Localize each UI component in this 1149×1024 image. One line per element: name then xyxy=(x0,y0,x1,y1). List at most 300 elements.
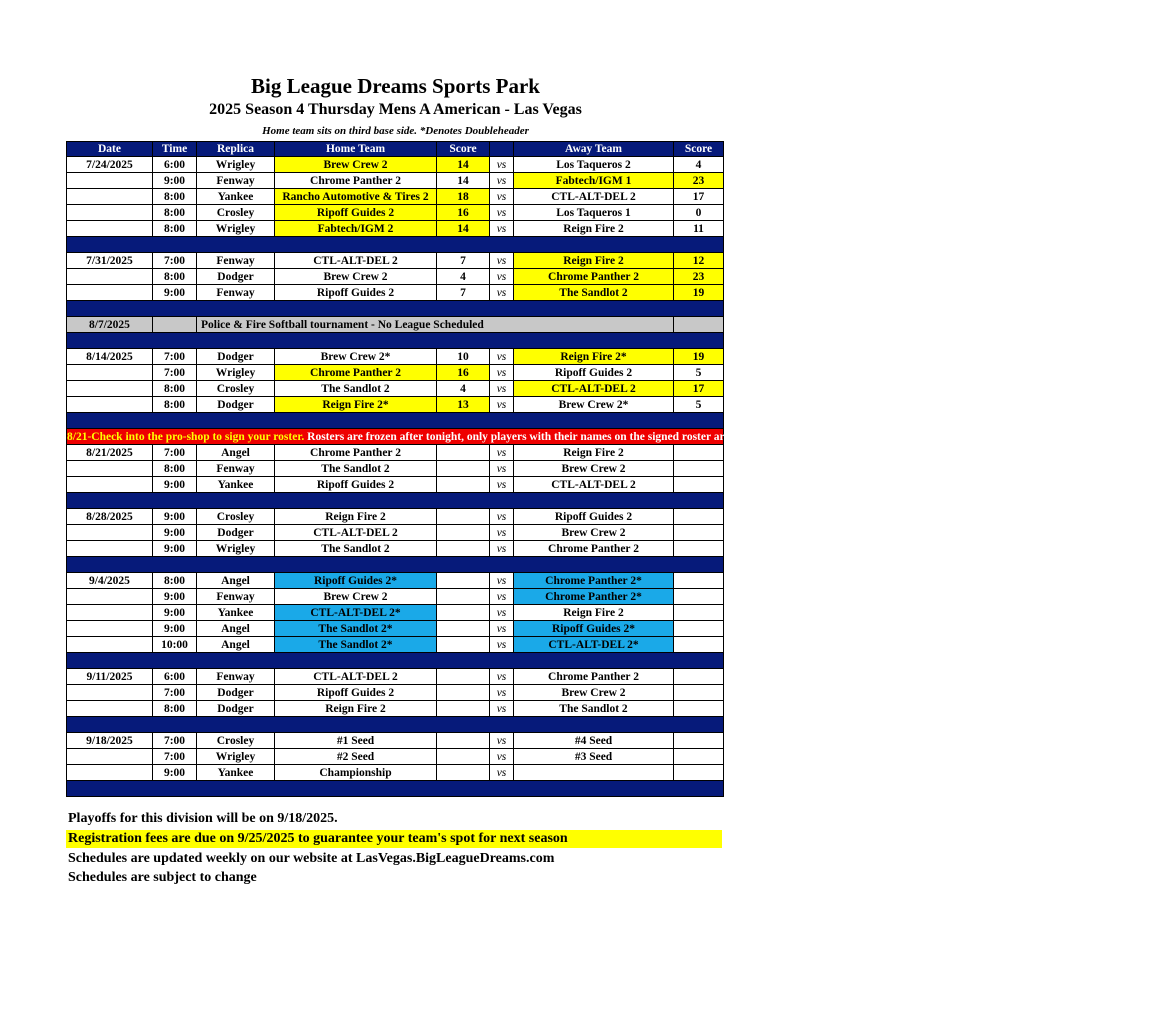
time-cell: 7:00 xyxy=(153,733,197,749)
away-team-cell: Brew Crew 2 xyxy=(514,525,674,541)
away-score-cell xyxy=(674,605,724,621)
game-row xyxy=(67,765,724,781)
time-cell: 7:00 xyxy=(153,349,197,365)
date-cell xyxy=(67,637,153,653)
away-score-cell: 23 xyxy=(674,173,724,189)
game-row xyxy=(67,701,724,717)
date-cell xyxy=(67,285,153,301)
away-score-cell: 12 xyxy=(674,253,724,269)
game-row xyxy=(67,589,724,605)
time-cell: 9:00 xyxy=(153,765,197,781)
column-header: Time xyxy=(153,142,197,157)
home-team-cell: Ripoff Guides 2* xyxy=(275,573,437,589)
away-score-cell xyxy=(674,509,724,525)
vs-cell: vs xyxy=(490,189,514,205)
time-cell: 9:00 xyxy=(153,477,197,493)
field-cell: Fenway xyxy=(197,589,275,605)
vs-cell: vs xyxy=(490,765,514,781)
away-team-cell: Reign Fire 2 xyxy=(514,221,674,237)
vs-cell: vs xyxy=(490,397,514,413)
home-score-cell: 10 xyxy=(437,349,490,365)
vs-cell: vs xyxy=(490,205,514,221)
time-cell: 9:00 xyxy=(153,509,197,525)
vs-cell: vs xyxy=(490,733,514,749)
home-team-cell: The Sandlot 2 xyxy=(275,541,437,557)
away-team-cell: #3 Seed xyxy=(514,749,674,765)
home-score-cell xyxy=(437,701,490,717)
away-score-cell xyxy=(674,461,724,477)
separator-cell xyxy=(67,557,724,573)
home-score-cell: 7 xyxy=(437,285,490,301)
time-cell: 6:00 xyxy=(153,669,197,685)
game-row xyxy=(67,285,724,301)
separator-row xyxy=(67,717,724,733)
date-cell xyxy=(67,221,153,237)
away-team-cell: Reign Fire 2 xyxy=(514,445,674,461)
game-row xyxy=(67,541,724,557)
date-cell xyxy=(67,685,153,701)
away-team-cell: CTL-ALT-DEL 2 xyxy=(514,477,674,493)
date-cell xyxy=(67,605,153,621)
away-score-cell xyxy=(674,589,724,605)
home-team-cell: Brew Crew 2 xyxy=(275,157,437,173)
home-team-cell: CTL-ALT-DEL 2 xyxy=(275,525,437,541)
column-header: Replica xyxy=(197,142,275,157)
page-subtitle: 2025 Season 4 Thursday Mens A American - Las Vegas xyxy=(209,101,582,118)
vs-cell: vs xyxy=(490,701,514,717)
vs-cell: vs xyxy=(490,365,514,381)
footer-disclaimer: Schedules are subject to change xyxy=(68,870,257,885)
game-row xyxy=(67,637,724,653)
time-cell: 8:00 xyxy=(153,461,197,477)
home-score-cell: 14 xyxy=(437,173,490,189)
vs-cell: vs xyxy=(490,253,514,269)
date-cell xyxy=(67,589,153,605)
home-score-cell: 7 xyxy=(437,253,490,269)
vs-cell: vs xyxy=(490,669,514,685)
separator-row xyxy=(67,557,724,573)
column-header xyxy=(490,142,514,157)
home-score-cell xyxy=(437,573,490,589)
away-team-cell: Ripoff Guides 2 xyxy=(514,365,674,381)
field-cell: Yankee xyxy=(197,477,275,493)
game-row xyxy=(67,397,724,413)
home-team-cell: Rancho Automotive & Tires 2 xyxy=(275,189,437,205)
away-team-cell xyxy=(514,765,674,781)
separator-row xyxy=(67,333,724,349)
field-cell: Yankee xyxy=(197,189,275,205)
away-team-cell: The Sandlot 2 xyxy=(514,285,674,301)
vs-cell: vs xyxy=(490,461,514,477)
away-score-cell: 4 xyxy=(674,157,724,173)
footer-registration: Registration fees are due on 9/25/2025 to guarantee your team's spot for next season xyxy=(66,830,722,848)
game-row xyxy=(67,253,724,269)
separator-cell xyxy=(67,717,724,733)
vs-cell: vs xyxy=(490,157,514,173)
field-cell: Fenway xyxy=(197,669,275,685)
away-team-cell: Ripoff Guides 2* xyxy=(514,621,674,637)
away-team-cell: Reign Fire 2* xyxy=(514,349,674,365)
schedule-body xyxy=(67,157,1149,797)
vs-cell: vs xyxy=(490,749,514,765)
field-cell: Dodger xyxy=(197,397,275,413)
field-cell: Angel xyxy=(197,621,275,637)
field-cell: Angel xyxy=(197,573,275,589)
game-row xyxy=(67,365,724,381)
date-cell: 8/21/2025 xyxy=(67,445,153,461)
home-score-cell xyxy=(437,669,490,685)
no-league-row xyxy=(67,317,724,333)
time-cell: 7:00 xyxy=(153,365,197,381)
home-score-cell: 14 xyxy=(437,157,490,173)
time-cell: 7:00 xyxy=(153,685,197,701)
field-cell: Fenway xyxy=(197,253,275,269)
separator-cell xyxy=(67,301,724,317)
field-cell: Crosley xyxy=(197,205,275,221)
home-score-cell xyxy=(437,509,490,525)
away-score-cell xyxy=(674,733,724,749)
home-team-cell: Reign Fire 2* xyxy=(275,397,437,413)
home-team-cell: Brew Crew 2* xyxy=(275,349,437,365)
vs-cell: vs xyxy=(490,349,514,365)
date-cell xyxy=(67,701,153,717)
home-score-cell xyxy=(437,605,490,621)
game-row xyxy=(67,477,724,493)
vs-cell: vs xyxy=(490,509,514,525)
home-team-cell: Ripoff Guides 2 xyxy=(275,685,437,701)
away-team-cell: CTL-ALT-DEL 2* xyxy=(514,637,674,653)
home-team-cell: CTL-ALT-DEL 2 xyxy=(275,669,437,685)
time-cell: 8:00 xyxy=(153,189,197,205)
date-cell xyxy=(67,621,153,637)
column-header: Score xyxy=(674,142,724,157)
date-cell xyxy=(67,397,153,413)
game-row xyxy=(67,669,724,685)
away-score-cell xyxy=(674,541,724,557)
away-score-cell xyxy=(674,701,724,717)
game-row xyxy=(67,173,724,189)
date-cell xyxy=(67,477,153,493)
roster-notice-text: Rosters are frozen after tonight, only players with their names on the signed roster are eligible for playoffs. Please check carefully as changes will not be made for omissions. xyxy=(304,430,1149,443)
away-score-cell xyxy=(674,685,724,701)
field-cell: Wrigley xyxy=(197,221,275,237)
home-score-cell xyxy=(437,685,490,701)
vs-cell: vs xyxy=(490,221,514,237)
home-score-cell: 4 xyxy=(437,269,490,285)
separator-cell xyxy=(67,493,724,509)
date-cell xyxy=(67,381,153,397)
game-row xyxy=(67,605,724,621)
game-row xyxy=(67,189,724,205)
away-score-cell xyxy=(674,525,724,541)
date-cell: 7/31/2025 xyxy=(67,253,153,269)
time-cell: 7:00 xyxy=(153,445,197,461)
home-score-cell xyxy=(437,589,490,605)
vs-cell: vs xyxy=(490,381,514,397)
away-team-cell: CTL-ALT-DEL 2 xyxy=(514,189,674,205)
date-cell xyxy=(67,205,153,221)
home-team-cell: Ripoff Guides 2 xyxy=(275,205,437,221)
away-team-cell: #4 Seed xyxy=(514,733,674,749)
date-cell: 9/4/2025 xyxy=(67,573,153,589)
away-team-cell: Reign Fire 2 xyxy=(514,253,674,269)
header-note: Home team sits on third base side. *Denotes Doubleheader xyxy=(262,125,529,137)
home-team-cell: The Sandlot 2* xyxy=(275,621,437,637)
home-score-cell xyxy=(437,765,490,781)
home-score-cell xyxy=(437,461,490,477)
no-league-text: Police & Fire Softball tournament - No League Scheduled xyxy=(197,317,674,333)
away-score-cell xyxy=(674,573,724,589)
field-cell: Dodger xyxy=(197,525,275,541)
date-cell xyxy=(67,461,153,477)
separator-cell xyxy=(67,653,724,669)
time-cell: 9:00 xyxy=(153,621,197,637)
roster-notice-row xyxy=(67,429,724,445)
vs-cell: vs xyxy=(490,621,514,637)
date-cell xyxy=(67,365,153,381)
field-cell: Dodger xyxy=(197,701,275,717)
separator-row xyxy=(67,781,724,797)
vs-cell: vs xyxy=(490,541,514,557)
game-row xyxy=(67,621,724,637)
vs-cell: vs xyxy=(490,445,514,461)
home-team-cell: Chrome Panther 2 xyxy=(275,173,437,189)
away-team-cell: Reign Fire 2 xyxy=(514,605,674,621)
home-team-cell: #1 Seed xyxy=(275,733,437,749)
vs-cell: vs xyxy=(490,637,514,653)
date-cell xyxy=(67,269,153,285)
field-cell: Angel xyxy=(197,637,275,653)
date-cell: 8/7/2025 xyxy=(67,317,153,333)
column-header: Away Team xyxy=(514,142,674,157)
field-cell: Wrigley xyxy=(197,541,275,557)
time-cell: 9:00 xyxy=(153,525,197,541)
date-cell: 8/14/2025 xyxy=(67,349,153,365)
home-score-cell: 16 xyxy=(437,365,490,381)
field-cell: Wrigley xyxy=(197,749,275,765)
home-team-cell: The Sandlot 2 xyxy=(275,381,437,397)
away-score-cell: 19 xyxy=(674,349,724,365)
home-team-cell: Reign Fire 2 xyxy=(275,509,437,525)
home-score-cell: 18 xyxy=(437,189,490,205)
game-row xyxy=(67,157,724,173)
time-cell xyxy=(153,317,197,333)
home-team-cell: Reign Fire 2 xyxy=(275,701,437,717)
home-team-cell: Ripoff Guides 2 xyxy=(275,477,437,493)
field-cell: Crosley xyxy=(197,381,275,397)
vs-cell: vs xyxy=(490,573,514,589)
time-cell: 8:00 xyxy=(153,205,197,221)
separator-row xyxy=(67,653,724,669)
table-header-row xyxy=(67,142,724,157)
date-cell: 9/11/2025 xyxy=(67,669,153,685)
home-score-cell xyxy=(437,445,490,461)
away-score-cell: 5 xyxy=(674,365,724,381)
game-row xyxy=(67,749,724,765)
game-row xyxy=(67,269,724,285)
separator-cell xyxy=(67,413,724,429)
home-team-cell: Brew Crew 2 xyxy=(275,589,437,605)
field-cell: Crosley xyxy=(197,509,275,525)
away-score-cell xyxy=(674,637,724,653)
vs-cell: vs xyxy=(490,477,514,493)
away-score-cell: 19 xyxy=(674,285,724,301)
home-team-cell: The Sandlot 2* xyxy=(275,637,437,653)
home-score-cell xyxy=(437,621,490,637)
time-cell: 9:00 xyxy=(153,285,197,301)
time-cell: 7:00 xyxy=(153,253,197,269)
date-cell: 9/18/2025 xyxy=(67,733,153,749)
away-team-cell: Los Taqueros 1 xyxy=(514,205,674,221)
date-cell xyxy=(67,749,153,765)
away-score-cell xyxy=(674,765,724,781)
time-cell: 8:00 xyxy=(153,573,197,589)
vs-cell: vs xyxy=(490,525,514,541)
game-row xyxy=(67,445,724,461)
home-score-cell xyxy=(437,477,490,493)
away-team-cell: Brew Crew 2* xyxy=(514,397,674,413)
away-team-cell: Chrome Panther 2 xyxy=(514,669,674,685)
away-team-cell: Brew Crew 2 xyxy=(514,685,674,701)
home-team-cell: Brew Crew 2 xyxy=(275,269,437,285)
away-score-cell: 17 xyxy=(674,381,724,397)
home-score-cell: 16 xyxy=(437,205,490,221)
away-team-cell: The Sandlot 2 xyxy=(514,701,674,717)
schedule-table xyxy=(66,141,1149,797)
time-cell: 8:00 xyxy=(153,381,197,397)
home-score-cell xyxy=(437,637,490,653)
date-cell xyxy=(67,765,153,781)
time-cell: 8:00 xyxy=(153,269,197,285)
time-cell: 9:00 xyxy=(153,605,197,621)
separator-row xyxy=(67,413,724,429)
away-score-cell: 5 xyxy=(674,397,724,413)
time-cell: 9:00 xyxy=(153,541,197,557)
vs-cell: vs xyxy=(490,605,514,621)
away-score-cell xyxy=(674,749,724,765)
away-team-cell: Los Taqueros 2 xyxy=(514,157,674,173)
score-cell xyxy=(674,317,724,333)
home-score-cell xyxy=(437,541,490,557)
home-team-cell: The Sandlot 2 xyxy=(275,461,437,477)
date-cell xyxy=(67,173,153,189)
away-score-cell xyxy=(674,669,724,685)
home-team-cell: #2 Seed xyxy=(275,749,437,765)
roster-notice-lead: 8/21-Check into the pro-shop to sign your roster. xyxy=(67,430,305,443)
game-row xyxy=(67,461,724,477)
date-cell: 8/28/2025 xyxy=(67,509,153,525)
vs-cell: vs xyxy=(490,269,514,285)
time-cell: 7:00 xyxy=(153,749,197,765)
column-header: Home Team xyxy=(275,142,437,157)
game-row xyxy=(67,525,724,541)
field-cell: Angel xyxy=(197,445,275,461)
field-cell: Yankee xyxy=(197,605,275,621)
home-score-cell: 4 xyxy=(437,381,490,397)
game-row xyxy=(67,221,724,237)
vs-cell: vs xyxy=(490,589,514,605)
field-cell: Fenway xyxy=(197,285,275,301)
separator-cell xyxy=(67,237,724,253)
home-score-cell xyxy=(437,525,490,541)
away-team-cell: Chrome Panther 2* xyxy=(514,573,674,589)
away-score-cell: 11 xyxy=(674,221,724,237)
away-score-cell: 23 xyxy=(674,269,724,285)
date-cell xyxy=(67,525,153,541)
away-team-cell: Ripoff Guides 2 xyxy=(514,509,674,525)
away-score-cell: 17 xyxy=(674,189,724,205)
home-score-cell xyxy=(437,749,490,765)
separator-row xyxy=(67,237,724,253)
away-team-cell: Chrome Panther 2* xyxy=(514,589,674,605)
home-team-cell: Chrome Panther 2 xyxy=(275,445,437,461)
home-team-cell: Ripoff Guides 2 xyxy=(275,285,437,301)
vs-cell: vs xyxy=(490,685,514,701)
home-score-cell: 14 xyxy=(437,221,490,237)
away-score-cell: 0 xyxy=(674,205,724,221)
home-team-cell: Chrome Panther 2 xyxy=(275,365,437,381)
field-cell: Dodger xyxy=(197,269,275,285)
home-score-cell xyxy=(437,733,490,749)
footer-website: Schedules are updated weekly on our website at LasVegas.BigLeagueDreams.com xyxy=(68,851,555,866)
time-cell: 6:00 xyxy=(153,157,197,173)
footer-playoffs: Playoffs for this division will be on 9/18/2025. xyxy=(68,811,338,826)
column-header: Score xyxy=(437,142,490,157)
game-row xyxy=(67,573,724,589)
home-score-cell: 13 xyxy=(437,397,490,413)
away-team-cell: Brew Crew 2 xyxy=(514,461,674,477)
home-team-cell: CTL-ALT-DEL 2 xyxy=(275,253,437,269)
vs-cell: vs xyxy=(490,285,514,301)
field-cell: Fenway xyxy=(197,461,275,477)
column-header: Date xyxy=(67,142,153,157)
field-cell: Yankee xyxy=(197,765,275,781)
field-cell: Dodger xyxy=(197,685,275,701)
away-team-cell: Fabtech/IGM 1 xyxy=(514,173,674,189)
separator-row xyxy=(67,301,724,317)
game-row xyxy=(67,349,724,365)
field-cell: Wrigley xyxy=(197,157,275,173)
game-row xyxy=(67,509,724,525)
game-row xyxy=(67,381,724,397)
time-cell: 8:00 xyxy=(153,221,197,237)
page-title: Big League Dreams Sports Park xyxy=(251,74,540,98)
roster-notice xyxy=(67,429,1149,445)
away-score-cell xyxy=(674,445,724,461)
away-team-cell: Chrome Panther 2 xyxy=(514,541,674,557)
home-team-cell: Championship xyxy=(275,765,437,781)
time-cell: 9:00 xyxy=(153,173,197,189)
separator-cell xyxy=(67,781,724,797)
time-cell: 10:00 xyxy=(153,637,197,653)
away-score-cell xyxy=(674,621,724,637)
home-team-cell: Fabtech/IGM 2 xyxy=(275,221,437,237)
separator-row xyxy=(67,493,724,509)
separator-cell xyxy=(67,333,724,349)
time-cell: 8:00 xyxy=(153,701,197,717)
field-cell: Dodger xyxy=(197,349,275,365)
game-row xyxy=(67,685,724,701)
home-team-cell: CTL-ALT-DEL 2* xyxy=(275,605,437,621)
date-cell: 7/24/2025 xyxy=(67,157,153,173)
time-cell: 8:00 xyxy=(153,397,197,413)
vs-cell: vs xyxy=(490,173,514,189)
field-cell: Crosley xyxy=(197,733,275,749)
away-team-cell: CTL-ALT-DEL 2 xyxy=(514,381,674,397)
date-cell xyxy=(67,189,153,205)
away-score-cell xyxy=(674,477,724,493)
away-team-cell: Chrome Panther 2 xyxy=(514,269,674,285)
